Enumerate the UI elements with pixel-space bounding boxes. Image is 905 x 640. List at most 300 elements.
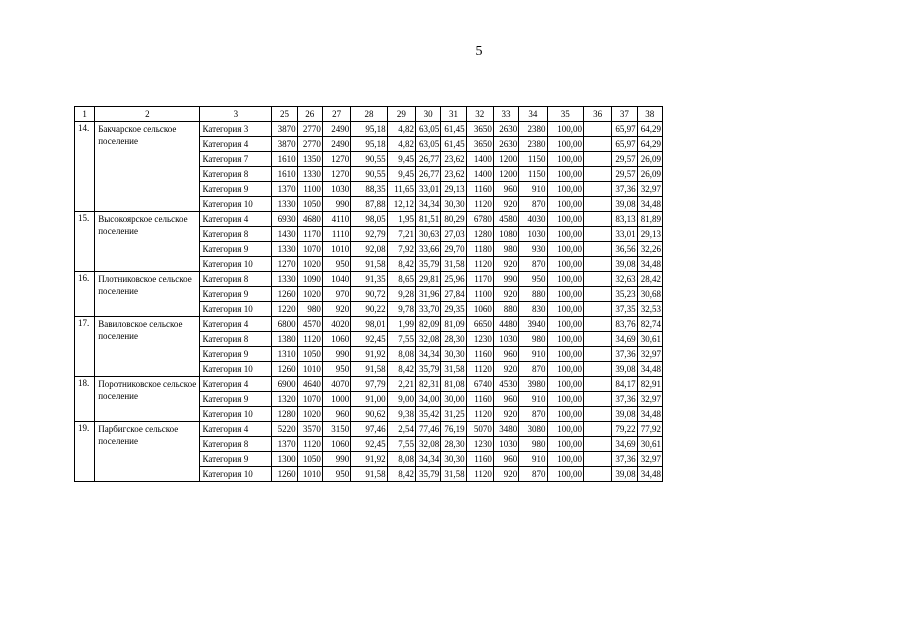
value-cell: 1060 xyxy=(322,332,350,347)
value-cell: 100,00 xyxy=(547,212,583,227)
value-cell: 980 xyxy=(519,332,547,347)
value-cell: 34,48 xyxy=(637,467,662,482)
value-cell: 990 xyxy=(322,347,350,362)
category-cell: Категория 4 xyxy=(200,422,272,437)
category-cell: Категория 10 xyxy=(200,362,272,377)
value-cell: 91,92 xyxy=(351,452,387,467)
value-cell: 1370 xyxy=(272,437,297,452)
value-cell: 77,46 xyxy=(416,422,441,437)
value-cell: 1430 xyxy=(272,227,297,242)
value-cell: 3080 xyxy=(519,422,547,437)
value-cell: 920 xyxy=(493,197,518,212)
value-cell: 1280 xyxy=(466,227,493,242)
value-cell: 8,42 xyxy=(387,257,415,272)
value-cell: 1120 xyxy=(466,407,493,422)
value-cell: 100,00 xyxy=(547,287,583,302)
value-cell: 1230 xyxy=(466,332,493,347)
value-cell: 9,78 xyxy=(387,302,415,317)
value-cell: 1330 xyxy=(272,242,297,257)
value-cell: 960 xyxy=(493,182,518,197)
category-cell: Категория 4 xyxy=(200,377,272,392)
value-cell xyxy=(583,257,611,272)
tariff-table xyxy=(74,106,663,482)
value-cell: 61,45 xyxy=(441,122,466,137)
value-cell: 100,00 xyxy=(547,227,583,242)
category-cell: Категория 10 xyxy=(200,467,272,482)
value-cell: 4070 xyxy=(322,377,350,392)
column-header: 31 xyxy=(441,107,466,122)
value-cell: 39,08 xyxy=(612,197,637,212)
value-cell: 100,00 xyxy=(547,197,583,212)
value-cell: 1380 xyxy=(272,332,297,347)
value-cell: 4030 xyxy=(519,212,547,227)
value-cell: 11,65 xyxy=(387,182,415,197)
value-cell: 920 xyxy=(493,467,518,482)
table-row xyxy=(75,212,663,227)
category-cell: Категория 3 xyxy=(200,122,272,137)
value-cell: 1330 xyxy=(272,272,297,287)
value-cell: 95,18 xyxy=(351,137,387,152)
value-cell: 100,00 xyxy=(547,392,583,407)
value-cell: 1150 xyxy=(519,167,547,182)
value-cell: 29,35 xyxy=(441,302,466,317)
category-cell: Категория 4 xyxy=(200,317,272,332)
category-cell: Категория 8 xyxy=(200,167,272,182)
value-cell: 32,08 xyxy=(416,332,441,347)
category-cell: Категория 8 xyxy=(200,437,272,452)
value-cell: 82,91 xyxy=(637,377,662,392)
value-cell: 100,00 xyxy=(547,437,583,452)
value-cell: 7,92 xyxy=(387,242,415,257)
value-cell: 1170 xyxy=(466,272,493,287)
value-cell: 100,00 xyxy=(547,362,583,377)
value-cell: 990 xyxy=(322,197,350,212)
category-cell: Категория 10 xyxy=(200,302,272,317)
value-cell: 1100 xyxy=(297,182,322,197)
value-cell: 8,08 xyxy=(387,347,415,362)
value-cell: 30,30 xyxy=(441,452,466,467)
value-cell: 4680 xyxy=(297,212,322,227)
value-cell xyxy=(583,377,611,392)
table-row xyxy=(75,122,663,137)
value-cell: 100,00 xyxy=(547,467,583,482)
value-cell: 39,08 xyxy=(612,467,637,482)
settlement-index: 17. xyxy=(75,317,95,377)
value-cell: 4480 xyxy=(493,317,518,332)
value-cell: 34,48 xyxy=(637,197,662,212)
value-cell: 92,79 xyxy=(351,227,387,242)
value-cell: 3480 xyxy=(493,422,518,437)
value-cell: 1160 xyxy=(466,392,493,407)
value-cell: 34,69 xyxy=(612,437,637,452)
value-cell: 1610 xyxy=(272,152,297,167)
value-cell: 960 xyxy=(493,452,518,467)
value-cell: 9,45 xyxy=(387,152,415,167)
value-cell: 34,48 xyxy=(637,362,662,377)
value-cell: 84,17 xyxy=(612,377,637,392)
value-cell: 37,35 xyxy=(612,302,637,317)
value-cell: 91,58 xyxy=(351,362,387,377)
value-cell: 1320 xyxy=(272,392,297,407)
value-cell: 23,62 xyxy=(441,152,466,167)
value-cell: 37,36 xyxy=(612,392,637,407)
value-cell: 1160 xyxy=(466,182,493,197)
value-cell: 4110 xyxy=(322,212,350,227)
column-header: 25 xyxy=(272,107,297,122)
value-cell: 980 xyxy=(297,302,322,317)
page-number: 5 xyxy=(475,44,483,59)
table-row xyxy=(75,422,663,437)
value-cell: 39,08 xyxy=(612,362,637,377)
value-cell: 1350 xyxy=(297,152,322,167)
value-cell: 910 xyxy=(519,392,547,407)
value-cell: 65,97 xyxy=(612,122,637,137)
column-header: 34 xyxy=(519,107,547,122)
value-cell: 3650 xyxy=(466,122,493,137)
value-cell: 1060 xyxy=(322,437,350,452)
value-cell: 64,29 xyxy=(637,122,662,137)
value-cell: 880 xyxy=(493,302,518,317)
value-cell: 30,00 xyxy=(441,392,466,407)
value-cell: 33,01 xyxy=(416,182,441,197)
value-cell: 33,01 xyxy=(612,227,637,242)
value-cell: 1330 xyxy=(297,167,322,182)
value-cell: 82,74 xyxy=(637,317,662,332)
value-cell: 880 xyxy=(519,287,547,302)
table-row xyxy=(75,317,663,332)
value-cell xyxy=(583,302,611,317)
value-cell: 950 xyxy=(322,362,350,377)
column-header: 2 xyxy=(95,107,200,122)
value-cell xyxy=(583,317,611,332)
value-cell: 95,18 xyxy=(351,122,387,137)
value-cell: 28,30 xyxy=(441,437,466,452)
value-cell: 1150 xyxy=(519,152,547,167)
settlement-index: 19. xyxy=(75,422,95,482)
value-cell: 81,51 xyxy=(416,212,441,227)
value-cell: 37,36 xyxy=(612,347,637,362)
value-cell: 1280 xyxy=(272,407,297,422)
value-cell xyxy=(583,332,611,347)
value-cell: 100,00 xyxy=(547,122,583,137)
value-cell: 12,12 xyxy=(387,197,415,212)
value-cell: 100,00 xyxy=(547,272,583,287)
category-cell: Категория 9 xyxy=(200,287,272,302)
value-cell: 81,08 xyxy=(441,377,466,392)
value-cell: 31,25 xyxy=(441,407,466,422)
value-cell: 63,05 xyxy=(416,137,441,152)
value-cell: 1010 xyxy=(322,242,350,257)
settlement-name: Плотниковское сельское поселение xyxy=(95,272,200,317)
value-cell: 100,00 xyxy=(547,377,583,392)
category-cell: Категория 7 xyxy=(200,152,272,167)
value-cell: 64,29 xyxy=(637,137,662,152)
value-cell: 26,77 xyxy=(416,167,441,182)
value-cell: 98,01 xyxy=(351,317,387,332)
value-cell: 920 xyxy=(493,362,518,377)
value-cell: 1080 xyxy=(493,227,518,242)
value-cell: 1030 xyxy=(322,182,350,197)
value-cell: 2,21 xyxy=(387,377,415,392)
value-cell: 1120 xyxy=(466,257,493,272)
value-cell: 31,96 xyxy=(416,287,441,302)
value-cell xyxy=(583,392,611,407)
value-cell: 100,00 xyxy=(547,302,583,317)
value-cell: 1270 xyxy=(272,257,297,272)
value-cell: 1030 xyxy=(493,437,518,452)
value-cell: 9,28 xyxy=(387,287,415,302)
value-cell: 31,58 xyxy=(441,257,466,272)
value-cell: 2630 xyxy=(493,122,518,137)
value-cell: 61,45 xyxy=(441,137,466,152)
value-cell: 82,09 xyxy=(416,317,441,332)
value-cell: 1050 xyxy=(297,347,322,362)
settlement-name: Парбигское сельское поселение xyxy=(95,422,200,482)
value-cell: 30,68 xyxy=(637,287,662,302)
value-cell: 90,72 xyxy=(351,287,387,302)
value-cell xyxy=(583,422,611,437)
value-cell: 3870 xyxy=(272,137,297,152)
value-cell xyxy=(583,242,611,257)
settlement-name: Поротниковское сельское поселение xyxy=(95,377,200,422)
value-cell: 34,34 xyxy=(416,197,441,212)
column-header: 38 xyxy=(637,107,662,122)
value-cell xyxy=(583,167,611,182)
value-cell: 100,00 xyxy=(547,347,583,362)
value-cell: 1050 xyxy=(297,197,322,212)
value-cell: 1010 xyxy=(297,362,322,377)
category-cell: Категория 8 xyxy=(200,227,272,242)
value-cell xyxy=(583,347,611,362)
value-cell: 6740 xyxy=(466,377,493,392)
settlement-index: 15. xyxy=(75,212,95,272)
settlement-index: 16. xyxy=(75,272,95,317)
value-cell: 1070 xyxy=(297,242,322,257)
value-cell: 34,69 xyxy=(612,332,637,347)
value-cell: 980 xyxy=(519,437,547,452)
value-cell xyxy=(583,467,611,482)
value-cell: 950 xyxy=(519,272,547,287)
value-cell: 7,21 xyxy=(387,227,415,242)
table-row xyxy=(75,377,663,392)
value-cell: 920 xyxy=(322,302,350,317)
value-cell: 1260 xyxy=(272,287,297,302)
column-header: 32 xyxy=(466,107,493,122)
value-cell: 1040 xyxy=(322,272,350,287)
value-cell: 920 xyxy=(493,257,518,272)
value-cell: 26,09 xyxy=(637,152,662,167)
value-cell: 82,31 xyxy=(416,377,441,392)
value-cell xyxy=(583,212,611,227)
column-header: 36 xyxy=(583,107,611,122)
value-cell: 1610 xyxy=(272,167,297,182)
value-cell: 1050 xyxy=(297,452,322,467)
value-cell: 1270 xyxy=(322,167,350,182)
value-cell: 830 xyxy=(519,302,547,317)
value-cell: 27,03 xyxy=(441,227,466,242)
value-cell: 4580 xyxy=(493,212,518,227)
value-cell: 6900 xyxy=(272,377,297,392)
value-cell: 1030 xyxy=(519,227,547,242)
value-cell: 1070 xyxy=(297,392,322,407)
value-cell: 2770 xyxy=(297,122,322,137)
value-cell: 34,48 xyxy=(637,407,662,422)
value-cell xyxy=(583,362,611,377)
value-cell: 8,08 xyxy=(387,452,415,467)
value-cell: 1090 xyxy=(297,272,322,287)
value-cell: 7,55 xyxy=(387,332,415,347)
value-cell: 2490 xyxy=(322,137,350,152)
value-cell: 1220 xyxy=(272,302,297,317)
value-cell: 1020 xyxy=(297,287,322,302)
value-cell: 100,00 xyxy=(547,182,583,197)
category-cell: Категория 4 xyxy=(200,137,272,152)
value-cell: 1110 xyxy=(322,227,350,242)
value-cell: 6780 xyxy=(466,212,493,227)
value-cell: 91,35 xyxy=(351,272,387,287)
category-cell: Категория 9 xyxy=(200,182,272,197)
settlement-index: 18. xyxy=(75,377,95,422)
value-cell: 6650 xyxy=(466,317,493,332)
value-cell: 1010 xyxy=(297,467,322,482)
value-cell: 1370 xyxy=(272,182,297,197)
value-cell: 100,00 xyxy=(547,407,583,422)
value-cell: 9,00 xyxy=(387,392,415,407)
value-cell: 34,34 xyxy=(416,452,441,467)
settlement-name: Вавиловское сельское поселение xyxy=(95,317,200,377)
value-cell: 91,00 xyxy=(351,392,387,407)
category-cell: Категория 9 xyxy=(200,347,272,362)
value-cell: 6930 xyxy=(272,212,297,227)
value-cell: 39,08 xyxy=(612,407,637,422)
value-cell: 32,97 xyxy=(637,182,662,197)
value-cell: 960 xyxy=(493,347,518,362)
value-cell: 4,82 xyxy=(387,122,415,137)
value-cell: 920 xyxy=(493,407,518,422)
column-header: 26 xyxy=(297,107,322,122)
value-cell: 950 xyxy=(322,467,350,482)
value-cell: 1120 xyxy=(466,197,493,212)
value-cell: 35,79 xyxy=(416,362,441,377)
value-cell: 9,38 xyxy=(387,407,415,422)
value-cell: 92,45 xyxy=(351,332,387,347)
value-cell: 1260 xyxy=(272,362,297,377)
value-cell: 980 xyxy=(493,242,518,257)
value-cell xyxy=(583,452,611,467)
value-cell: 100,00 xyxy=(547,242,583,257)
value-cell: 1120 xyxy=(466,467,493,482)
value-cell: 30,61 xyxy=(637,437,662,452)
value-cell: 92,45 xyxy=(351,437,387,452)
value-cell xyxy=(583,182,611,197)
value-cell: 1400 xyxy=(466,152,493,167)
value-cell: 1,99 xyxy=(387,317,415,332)
value-cell: 1200 xyxy=(493,167,518,182)
value-cell: 1020 xyxy=(297,257,322,272)
value-cell: 29,13 xyxy=(637,227,662,242)
value-cell: 870 xyxy=(519,407,547,422)
value-cell xyxy=(583,272,611,287)
value-cell: 32,97 xyxy=(637,392,662,407)
value-cell: 3870 xyxy=(272,122,297,137)
value-cell: 1200 xyxy=(493,152,518,167)
value-cell: 2380 xyxy=(519,122,547,137)
value-cell: 65,97 xyxy=(612,137,637,152)
value-cell: 30,61 xyxy=(637,332,662,347)
column-header: 27 xyxy=(322,107,350,122)
value-cell: 6800 xyxy=(272,317,297,332)
value-cell: 32,08 xyxy=(416,437,441,452)
value-cell: 4,82 xyxy=(387,137,415,152)
value-cell: 32,53 xyxy=(637,302,662,317)
value-cell: 3150 xyxy=(322,422,350,437)
value-cell: 910 xyxy=(519,452,547,467)
value-cell: 2,54 xyxy=(387,422,415,437)
value-cell: 39,08 xyxy=(612,257,637,272)
value-cell: 2630 xyxy=(493,137,518,152)
value-cell: 100,00 xyxy=(547,422,583,437)
value-cell: 4640 xyxy=(297,377,322,392)
column-header: 28 xyxy=(351,107,387,122)
value-cell: 4530 xyxy=(493,377,518,392)
value-cell: 90,55 xyxy=(351,152,387,167)
settlement-name: Бакчарское сельское поселение xyxy=(95,122,200,212)
column-header: 37 xyxy=(612,107,637,122)
value-cell: 3940 xyxy=(519,317,547,332)
settlement-name: Высокоярское сельское поселение xyxy=(95,212,200,272)
value-cell: 97,79 xyxy=(351,377,387,392)
value-cell: 950 xyxy=(322,257,350,272)
value-cell: 23,62 xyxy=(441,167,466,182)
value-cell: 88,35 xyxy=(351,182,387,197)
value-cell: 100,00 xyxy=(547,152,583,167)
value-cell: 4020 xyxy=(322,317,350,332)
value-cell: 3570 xyxy=(297,422,322,437)
value-cell: 7,55 xyxy=(387,437,415,452)
value-cell: 960 xyxy=(493,392,518,407)
value-cell: 2490 xyxy=(322,122,350,137)
value-cell xyxy=(583,287,611,302)
value-cell: 9,45 xyxy=(387,167,415,182)
value-cell: 32,97 xyxy=(637,347,662,362)
value-cell: 920 xyxy=(493,287,518,302)
value-cell: 29,13 xyxy=(441,182,466,197)
value-cell: 1060 xyxy=(466,302,493,317)
value-cell xyxy=(583,407,611,422)
value-cell: 91,58 xyxy=(351,257,387,272)
value-cell: 81,89 xyxy=(637,212,662,227)
category-cell: Категория 10 xyxy=(200,407,272,422)
value-cell: 910 xyxy=(519,182,547,197)
value-cell: 1120 xyxy=(466,362,493,377)
value-cell: 92,08 xyxy=(351,242,387,257)
value-cell: 1100 xyxy=(466,287,493,302)
value-cell: 80,29 xyxy=(441,212,466,227)
value-cell: 100,00 xyxy=(547,137,583,152)
value-cell: 1260 xyxy=(272,467,297,482)
value-cell: 29,81 xyxy=(416,272,441,287)
value-cell: 34,48 xyxy=(637,257,662,272)
value-cell: 960 xyxy=(322,407,350,422)
value-cell: 79,22 xyxy=(612,422,637,437)
value-cell: 25,96 xyxy=(441,272,466,287)
header-row xyxy=(75,107,663,122)
value-cell xyxy=(583,122,611,137)
value-cell: 100,00 xyxy=(547,167,583,182)
value-cell: 35,79 xyxy=(416,467,441,482)
value-cell: 29,70 xyxy=(441,242,466,257)
value-cell: 32,63 xyxy=(612,272,637,287)
